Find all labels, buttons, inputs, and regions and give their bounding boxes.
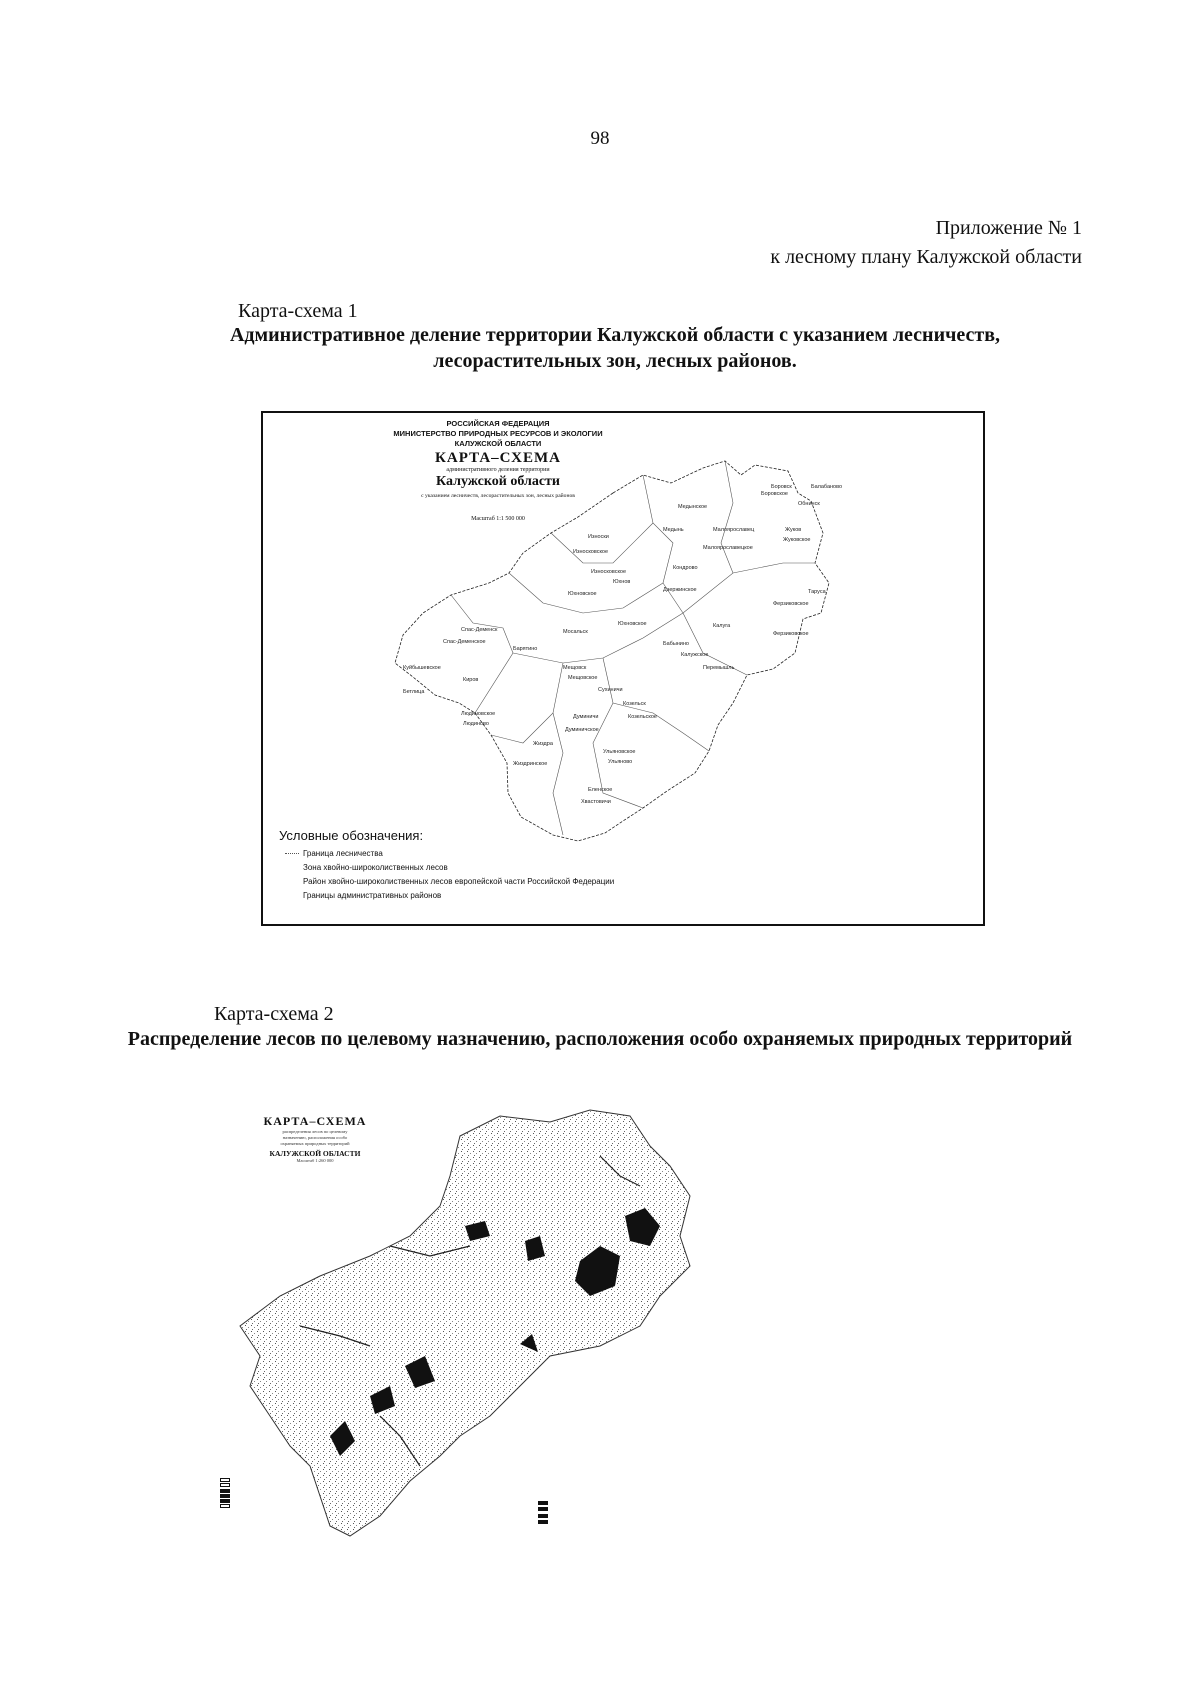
svg-text:Жиздра: Жиздра: [533, 741, 553, 747]
svg-text:Калужское: Калужское: [681, 652, 709, 658]
legend-swatch: [538, 1501, 548, 1505]
svg-text:Хвастовичи: Хвастовичи: [581, 799, 611, 805]
map1-caption: Карта-схема 1: [238, 300, 358, 322]
map2-region: КАЛУЖСКОЙ ОБЛАСТИ: [269, 1149, 361, 1158]
map2-legend-right: [538, 1500, 768, 1525]
svg-text:Дзержинское: Дзержинское: [663, 587, 697, 593]
appendix-line-1: Приложение № 1: [935, 217, 1082, 239]
map1-subtitle: административного деления территории: [446, 467, 550, 473]
svg-text:Мещовское: Мещовское: [568, 675, 598, 681]
svg-text:Ульяново: Ульяново: [608, 759, 633, 765]
legend-swatch: [220, 1483, 230, 1487]
legend-swatch: [538, 1507, 548, 1511]
svg-text:Спас-Деменск: Спас-Деменск: [461, 627, 498, 633]
svg-text:Еленское: Еленское: [588, 787, 613, 793]
map1-scale: Масштаб 1:1 500 000: [471, 516, 525, 522]
svg-text:Бабынино: Бабынино: [663, 641, 689, 647]
map1-org-line: РОССИЙСКАЯ ФЕДЕРАЦИЯ: [446, 419, 550, 428]
map2-scale: Масштаб 1:260 000: [296, 1158, 334, 1163]
legend-swatch: [220, 1504, 230, 1508]
map1-title: КАРТА–СХЕМА: [435, 450, 561, 466]
svg-text:Ферзиковское: Ферзиковское: [773, 601, 809, 607]
legend-item: [279, 889, 614, 903]
map1-legend: [279, 828, 614, 903]
map1-heading: Административное деление территории Калужской области с указанием лесничеств, лесорастительных зон, лесных районов.: [229, 324, 1001, 372]
svg-text:Медынь: Медынь: [663, 527, 684, 533]
svg-text:Износки: Износки: [588, 534, 609, 540]
map2-title-block: [230, 1114, 400, 1163]
svg-text:Куйбышевское: Куйбышевское: [403, 665, 441, 671]
map2-caption: Карта-схема 2: [214, 1003, 334, 1025]
svg-text:Жуков: Жуков: [785, 527, 802, 533]
svg-text:Сухиничи: Сухиничи: [598, 687, 623, 693]
map2-figure: [220, 1096, 750, 1566]
legend-swatch: [220, 1478, 230, 1482]
legend-row: [538, 1519, 768, 1525]
legend-item: [279, 847, 614, 861]
legend-label: Граница лесничества: [303, 849, 383, 858]
map2-subtitle-line: охраняемых природных территорий: [280, 1141, 350, 1146]
svg-text:Боровск: Боровск: [771, 484, 792, 490]
legend-swatch: [220, 1499, 230, 1503]
svg-text:Медынское: Медынское: [678, 504, 708, 510]
map2-legend-left: [220, 1478, 440, 1509]
map1-org-line: МИНИСТЕРСТВО ПРИРОДНЫХ РЕСУРСОВ И ЭКОЛОГИИ: [393, 429, 603, 438]
legend-item: [279, 875, 614, 889]
svg-text:Таруса: Таруса: [808, 589, 826, 595]
svg-text:Думиничское: Думиничское: [565, 727, 599, 733]
svg-text:Жуковское: Жуковское: [783, 537, 811, 543]
svg-text:Людиново: Людиново: [463, 721, 489, 727]
map1-legend-title: Условные обозначения:: [279, 828, 424, 843]
page-number: 98: [590, 128, 610, 149]
svg-text:Жиздринское: Жиздринское: [513, 761, 548, 767]
map1-org-line: КАЛУЖСКОЙ ОБЛАСТИ: [454, 439, 542, 448]
map2-subtitle-line: распределения лесов по целевому: [282, 1129, 348, 1134]
legend-swatch: [220, 1494, 230, 1498]
svg-text:Юхновское: Юхновское: [568, 591, 597, 597]
svg-text:Козельск: Козельск: [623, 701, 646, 707]
appendix-line-2: к лесному плану Калужской области: [770, 246, 1082, 268]
legend-swatch: [220, 1489, 230, 1493]
svg-text:Износковское: Износковское: [573, 549, 609, 555]
map1-subtitle-2: с указанием лесничеств, лесорастительных зон, лесных районов: [421, 493, 575, 499]
svg-text:Козельское: Козельское: [628, 714, 657, 720]
map2-subtitle-line: назначению, расположения особо: [282, 1135, 348, 1140]
svg-text:Ферзиковское: Ферзиковское: [773, 631, 809, 637]
map2-title: КАРТА–СХЕМА: [263, 1114, 367, 1128]
map2-heading: Распределение лесов по целевому назначению, расположения особо охраняемых природных территорий: [127, 1028, 1073, 1050]
svg-text:Малоярославец: Малоярославец: [713, 527, 755, 533]
legend-swatch: [538, 1514, 548, 1518]
legend-swatch: [538, 1520, 548, 1524]
map2-subtitle: [230, 1129, 400, 1147]
map1-region-title: Калужской области: [436, 474, 560, 489]
svg-text:Юхновское: Юхновское: [618, 621, 647, 627]
legend-row: [220, 1504, 440, 1509]
svg-text:Бетлица: Бетлица: [403, 689, 425, 695]
svg-text:Мосальск: Мосальск: [563, 629, 588, 635]
svg-text:Боровское: Боровское: [761, 491, 788, 497]
map1-figure: [261, 411, 985, 926]
svg-text:Ульяновское: Ульяновское: [603, 749, 636, 755]
svg-text:Думиничи: Думиничи: [573, 714, 599, 720]
svg-text:Спас-Деменское: Спас-Деменское: [443, 639, 486, 645]
appendix-note: [770, 214, 1082, 272]
legend-label: Зона хвойно-широколиственных лесов: [303, 863, 448, 872]
svg-text:Юхнов: Юхнов: [613, 579, 631, 585]
legend-label: Район хвойно-широколиственных лесов европейской части Российской Федерации: [303, 877, 615, 886]
svg-text:Калуга: Калуга: [713, 623, 731, 629]
svg-text:Балабаново: Балабаново: [811, 484, 843, 490]
svg-text:Мещовск: Мещовск: [563, 665, 587, 671]
legend-swatch: [285, 853, 299, 854]
svg-text:Барятино: Барятино: [513, 646, 538, 652]
svg-text:Обнинск: Обнинск: [798, 501, 820, 507]
legend-label: Границы административных районов: [303, 891, 442, 900]
svg-text:Кондрово: Кондрово: [673, 565, 698, 571]
svg-text:Малоярославецкое: Малоярославецкое: [703, 545, 753, 551]
svg-text:Перемышль: Перемышль: [703, 665, 735, 671]
svg-text:Людиновское: Людиновское: [461, 711, 496, 717]
legend-item: [279, 861, 614, 875]
svg-text:Киров: Киров: [463, 677, 479, 683]
svg-text:Износковское: Износковское: [591, 569, 627, 575]
